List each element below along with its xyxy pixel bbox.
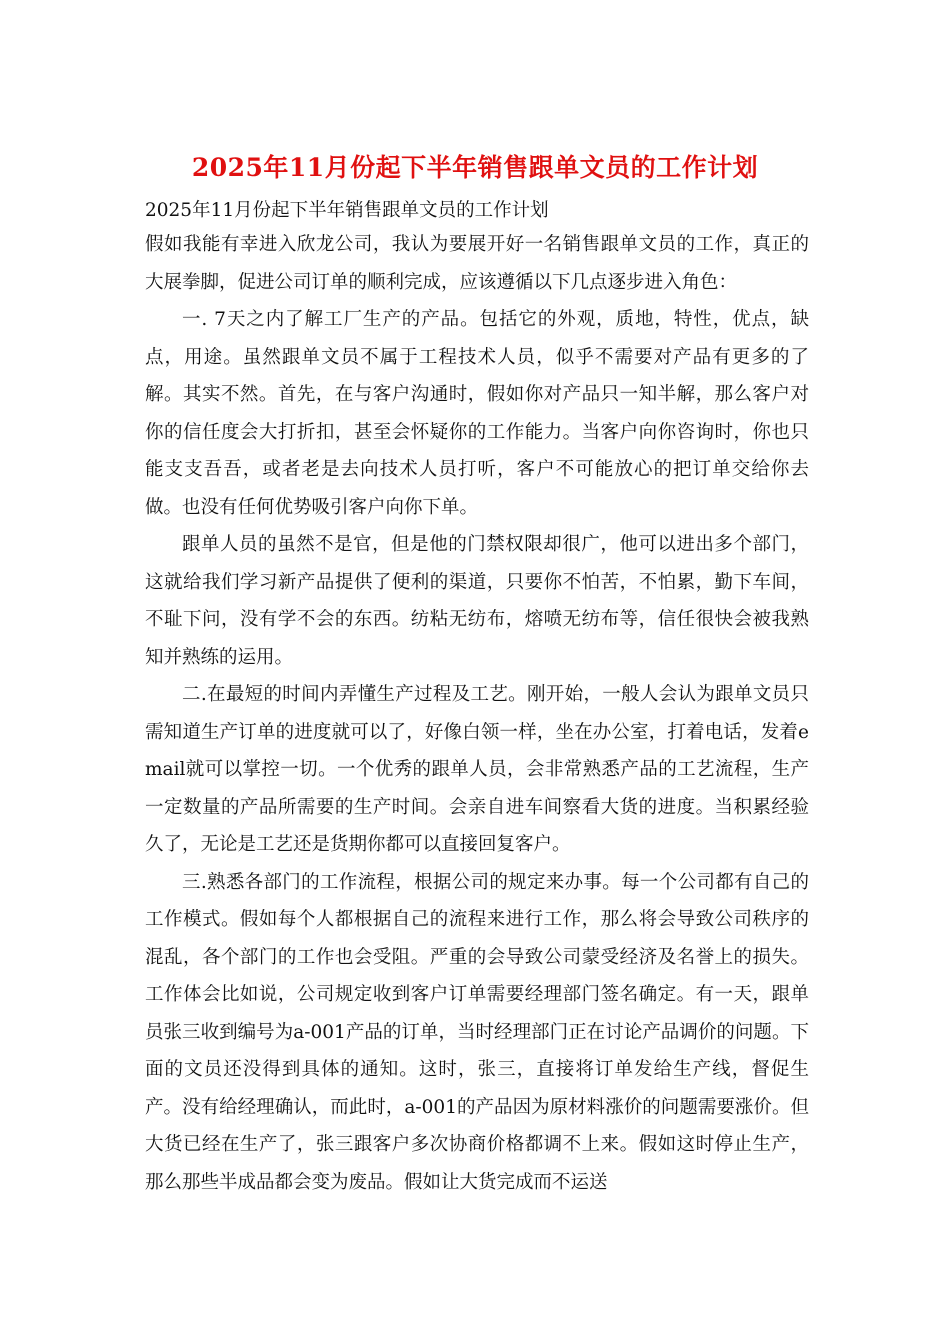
- document-subtitle: 2025年11月份起下半年销售跟单文员的工作计划: [145, 200, 549, 221]
- document-title: 2025年11月份起下半年销售跟单文员的工作计划: [191, 153, 759, 182]
- paragraph-intro: 假如我能有幸进入欣龙公司，我认为要展开好一名销售跟单文员的工作，真正的大展拳脚，促进公司订单的顺利完成，应该遵循以下几点逐步进入角色：: [145, 234, 809, 293]
- paragraph-point-two: 二.在最短的时间内弄懂生产过程及工艺。刚开始，一般人会认为跟单文员只需知道生产订单的进度就可以了，好像白领一样，坐在办公室，打着电话，发着email就可以掌控一切。一个优秀的跟单人员，会非常熟悉产品的工艺流程，生产一定数量的产品所需要的生产时间。会亲自进车间察看大货的进度。当积累经验久了，无论是工艺还是货期你都可以直接回复客户。: [145, 684, 809, 855]
- paragraph-point-one: 一. 7天之内了解工厂生产的产品。包括它的外观，质地，特性，优点，缺点，用途。虽然跟单文员不属于工程技术人员，似乎不需要对产品有更多的了解。其实不然。首先，在与客户沟通时，假如你对产品只一知半解，那么客户对你的信任度会大打折扣，甚至会怀疑你的工作能力。当客户向你咨询时，你也只能支支吾吾，或者老是去向技术人员打听，客户不可能放心的把订单交给你去做。也没有任何优势吸引客户向你下单。: [145, 309, 809, 518]
- document-body: [145, 196, 809, 1201]
- paragraph-point-three: 三.熟悉各部门的工作流程，根据公司的规定来办事。每一个公司都有自己的工作模式。假如每个人都根据自己的流程来进行工作，那么将会导致公司秩序的混乱，各个部门的工作也会受阻。严重的会导致公司蒙受经济及名誉上的损失。工作体会比如说，公司规定收到客户订单需要经理部门签名确定。有一天，跟单员张三收到编号为a-001产品的订单，当时经理部门正在讨论产品调价的问题。下面的文员还没得到具体的通知。这时，张三，直接将订单发给生产线，督促生产。没有给经理确认，而此时，a-001的产品因为原材料涨价的问题需要涨价。但大货已经在生产了，张三跟客户多次协商价格都调不上来。假如这时停止生产，那么那些半成品都会变为废品。假如让大货完成而不运送: [145, 871, 809, 1193]
- paragraph-point-one-continued: 跟单人员的虽然不是官，但是他的门禁权限却很广，他可以进出多个部门，这就给我们学习新产品提供了便利的渠道，只要你不怕苦，不怕累，勤下车间，不耻下问，没有学不会的东西。纺粘无纺布，熔喷无纺布等，信任很快会被我熟知并熟练的运用。: [145, 534, 809, 668]
